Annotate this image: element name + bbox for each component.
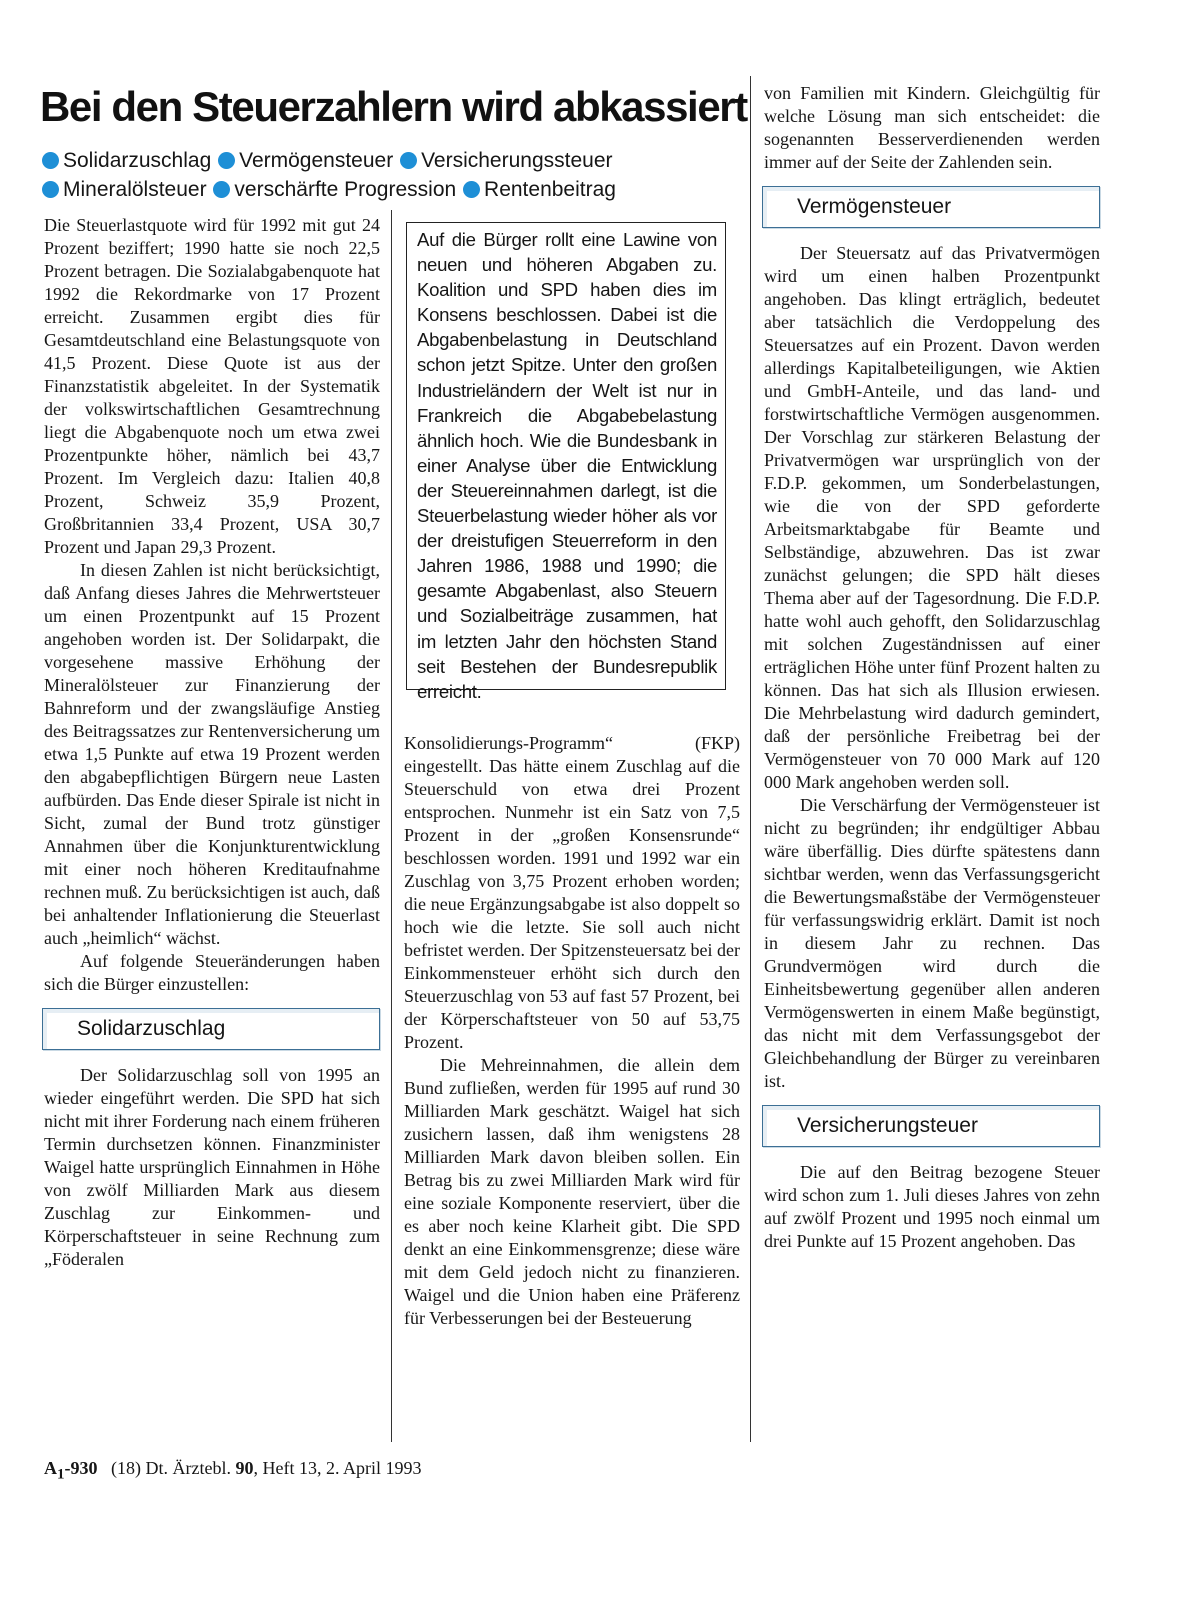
paragraph: Der Solidarzuschlag soll von 1995 an wieder eingeführt werden. Die SPD hat sich nicht mit ihrer Forderung nach einem früheren Termin durchsetzen können. Finanzminister Waigel hatte ursprünglich Einnahmen in Höhe von zwölf Milliarden Mark aus diesem Zuschlag zur Einkommen- und Körperschaftsteuer in seine Rechnung zum „Föderalen: [44, 1065, 380, 1269]
article-column-1: [44, 214, 380, 1271]
keyword-item: [400, 149, 612, 172]
keyword-label: Solidarzuschlag: [63, 149, 212, 172]
bullet-dot-icon: [213, 181, 230, 198]
journal-name: (18) Dt. Ärztebl.: [111, 1458, 236, 1478]
journal-volume: 90: [235, 1458, 254, 1478]
paragraph: Der Steuersatz auf das Privatvermögen wird um einen halben Prozentpunkt angehoben. Das klingt erträglich, bedeutet aber tatsächlich die Verdoppelung des Steuersatzes auf ein Prozent. Davon werden allerdings Kapitalbeteiligungen, wie Aktien und GmbH-Anteile, und das land- und forstwirtschaftliche Vermögen ausgenommen. Der Vorschlag zur stärkeren Belastung der Privatvermögen war ursprünglich von der F.D.P. gekommen, um Sonderbelastungen, wie die von der SPD geforderte Arbeitsmarktabgabe für Beamte und Selbständige, abzuwehren. Das ist zwar zunächst gelungen; die SPD hält dieses Thema aber auf der Tagesordnung. Die F.D.P. hatte wohl auch gehofft, den Solidarzuschlag mit solchen Zugeständnissen auf einer erträglichen Höhe unter fünf Prozent halten zu können. Das hat sich als Illusion erwiesen. Die Mehrbelastung wird dadurch gemindert, daß der persönliche Freibetrag bei der Vermögensteuer von 70 000 Mark auf 120 000 Mark angehoben werden soll.: [764, 243, 1100, 792]
paragraph: von Familien mit Kindern. Gleichgültig für welche Lösung man sich entscheidet: die sogenannten Besserverdienenden werden immer auf der Seite der Zahlenden sein.: [764, 83, 1100, 172]
folio-number: -930: [64, 1458, 98, 1478]
journal-reference: [111, 1458, 421, 1478]
keyword-item: [42, 178, 207, 201]
page-footer: [44, 1456, 421, 1487]
bullet-dot-icon: [218, 152, 235, 169]
paragraph: Die Steuerlastquote wird für 1992 mit gut 24 Prozent beziffert; 1990 hatte sie noch 22,5 Prozent betragen. Die Sozialabgabenquote hat 1992 die Rekordmarke von 17 Prozent erreicht. Zusammen ergibt dies für Gesamtdeutschland eine Belastungsquote von 41,5 Prozent. Diese Quote ist aus der Finanzstatistik abgeleitet. In der Systematik der volkswirtschaftlichen Gesamtrechnung liegt die Abgabenquote noch um etwa zwei Prozentpunkte höher, nämlich bei 43,7 Prozent. Im Vergleich dazu: Italien 40,8 Prozent, Schweiz 35,9 Prozent, Großbritannien 33,4 Prozent, USA 30,7 Prozent und Japan 29,3 Prozent.: [44, 215, 380, 557]
keyword-item: [42, 149, 211, 172]
keyword-label: Mineralölsteuer: [63, 178, 207, 201]
keyword-item: [213, 178, 456, 201]
paragraph: Auf folgende Steueränderungen haben sich die Bürger einzustellen:: [44, 951, 380, 994]
column-divider: [391, 210, 392, 1442]
section-heading-versicherungsteuer: Versicherungsteuer: [762, 1105, 1100, 1147]
bullet-dot-icon: [400, 152, 417, 169]
paragraph: Die auf den Beitrag bezogene Steuer wird schon zum 1. Juli dieses Jahres von zehn auf zwölf Prozent und 1995 noch einmal um drei Punkte auf 15 Prozent angehoben. Das: [764, 1162, 1100, 1251]
keyword-list: [42, 146, 782, 204]
keyword-label: Vermögensteuer: [239, 149, 394, 172]
folio-letter: A: [44, 1458, 57, 1478]
paragraph: In diesen Zahlen ist nicht berücksichtigt, daß Anfang dieses Jahres die Mehrwertsteuer um einen Prozentpunkt auf 15 Prozent angehoben worden ist. Der Solidarpakt, die vorgesehene massive Erhöhung der Mineralölsteuer zur Finanzierung der Bahnreform und der zwangsläufige Anstieg des Beitragssatzes zur Rentenversicherung um etwa 1,5 Punkte auf etwa 19 Prozent werden den abgabepflichtigen Bürgern neue Lasten aufbürden. Das Ende dieser Spirale ist nicht in Sicht, zumal der Bund trotz günstiger Annahmen über die Konjunkturentwicklung mit einer noch höheren Kreditaufnahme rechnen muß. Zu berücksichtigen ist auch, daß bei anhaltender Inflationierung die Steuerlast auch „heimlich“ wächst.: [44, 560, 380, 948]
intro-box: [406, 222, 726, 702]
article-column-3: [764, 82, 1100, 1253]
journal-issue: , Heft 13, 2. April 1993: [253, 1458, 422, 1478]
bullet-dot-icon: [42, 181, 59, 198]
paragraph: Konsolidierungs-Programm“ (FKP) eingestellt. Das hätte einem Zuschlag auf die Steuerschuld von etwa drei Prozent entsprochen. Nunmehr ist ein Satz von 7,5 Prozent in der „großen Konsensrunde“ beschlossen worden. 1991 und 1992 war ein Zuschlag von 3,75 Prozent erhoben worden; die neue Ergänzungsabgabe ist also doppelt so hoch wie die letzte. Sie soll auch nicht befristet werden. Der Spitzensteuersatz bei der Einkommensteuer erhöht sich durch den Steuerzuschlag von 53 auf fast 57 Prozent, bei der Körperschaftsteuer von 50 auf 53,75 Prozent.: [404, 733, 740, 1052]
column-divider: [750, 76, 751, 1442]
intro-text: Auf die Bürger rollt eine Lawine von neuen und höheren Abgaben zu. Koalition und SPD haben dies im Konsens beschlossen. Dabei ist die Abgabenbelastung in Deutschland schon jetzt Spitze. Unter den großen Industrieländern der Welt ist nur in Frankreich die Abgabebelastung ähnlich hoch. Wie die Bundesbank in einer Analyse über die Entwicklung der Steuereinnahmen darlegt, ist die Steuerbelastung wieder höher als vor der dreistufigen Steuerreform in den Jahren 1986, 1988 und 1990; die gesamte Abgabenlast, also Steuern und Sozialbeiträge zusammen, hat im letzten Jahr den höchsten Stand seit Bestehen der Bundesrepublik erreicht.: [417, 229, 717, 702]
keyword-label: verschärfte Progression: [234, 178, 457, 201]
section-heading-vermoegensteuer: Vermögensteuer: [762, 186, 1100, 228]
page-folio: [44, 1458, 98, 1483]
paragraph: Die Mehreinnahmen, die allein dem Bund zufließen, werden für 1995 auf rund 30 Milliarden Mark geschätzt. Waigel hat sich zusichern lassen, daß ihm wenigstens 28 Milliarden Mark davon bleiben sollen. Ein Betrag bis zu zwei Milliarden Mark wird für eine soziale Komponente reserviert, über die es aber noch keine Klarheit gibt. Die SPD denkt an eine Einkommensgrenze; diese wäre mit dem Geld jedoch nicht zu finanzieren. Waigel und die Union haben eine Präferenz für Verbesserungen bei der Besteuerung: [404, 1055, 740, 1328]
keyword-label: Versicherungssteuer: [421, 149, 613, 172]
headline: Bei den Steuerzahlern wird abkassiert: [40, 83, 747, 130]
keyword-item: [463, 178, 616, 201]
keyword-item: [218, 149, 393, 172]
section-heading-solidarzuschlag: Solidarzuschlag: [42, 1008, 380, 1050]
folio-sub: 1: [57, 1466, 65, 1483]
article-column-2: [404, 732, 740, 1330]
keyword-label: Rentenbeitrag: [484, 178, 616, 201]
bullet-dot-icon: [463, 181, 480, 198]
bullet-dot-icon: [42, 152, 59, 169]
paragraph: Die Verschärfung der Vermögensteuer ist nicht zu begründen; ihr endgültiger Abbau wäre überfällig. Dies dürfte spätestens dann sichtbar werden, wenn das Verfassungsgericht die Bewertungsmaßstäbe der Vermögensteuer für verfassungswidrig erklärt. Damit ist noch in diesem Jahr zu rechnen. Das Grundvermögen wird durch die Einheitsbewertung gegenüber allen anderen Vermögenswerten in einem Maße begünstigt, das nicht mit dem Verfassungsgebot der Gleichbehandlung der Bürger zu vereinbaren ist.: [764, 795, 1100, 1091]
